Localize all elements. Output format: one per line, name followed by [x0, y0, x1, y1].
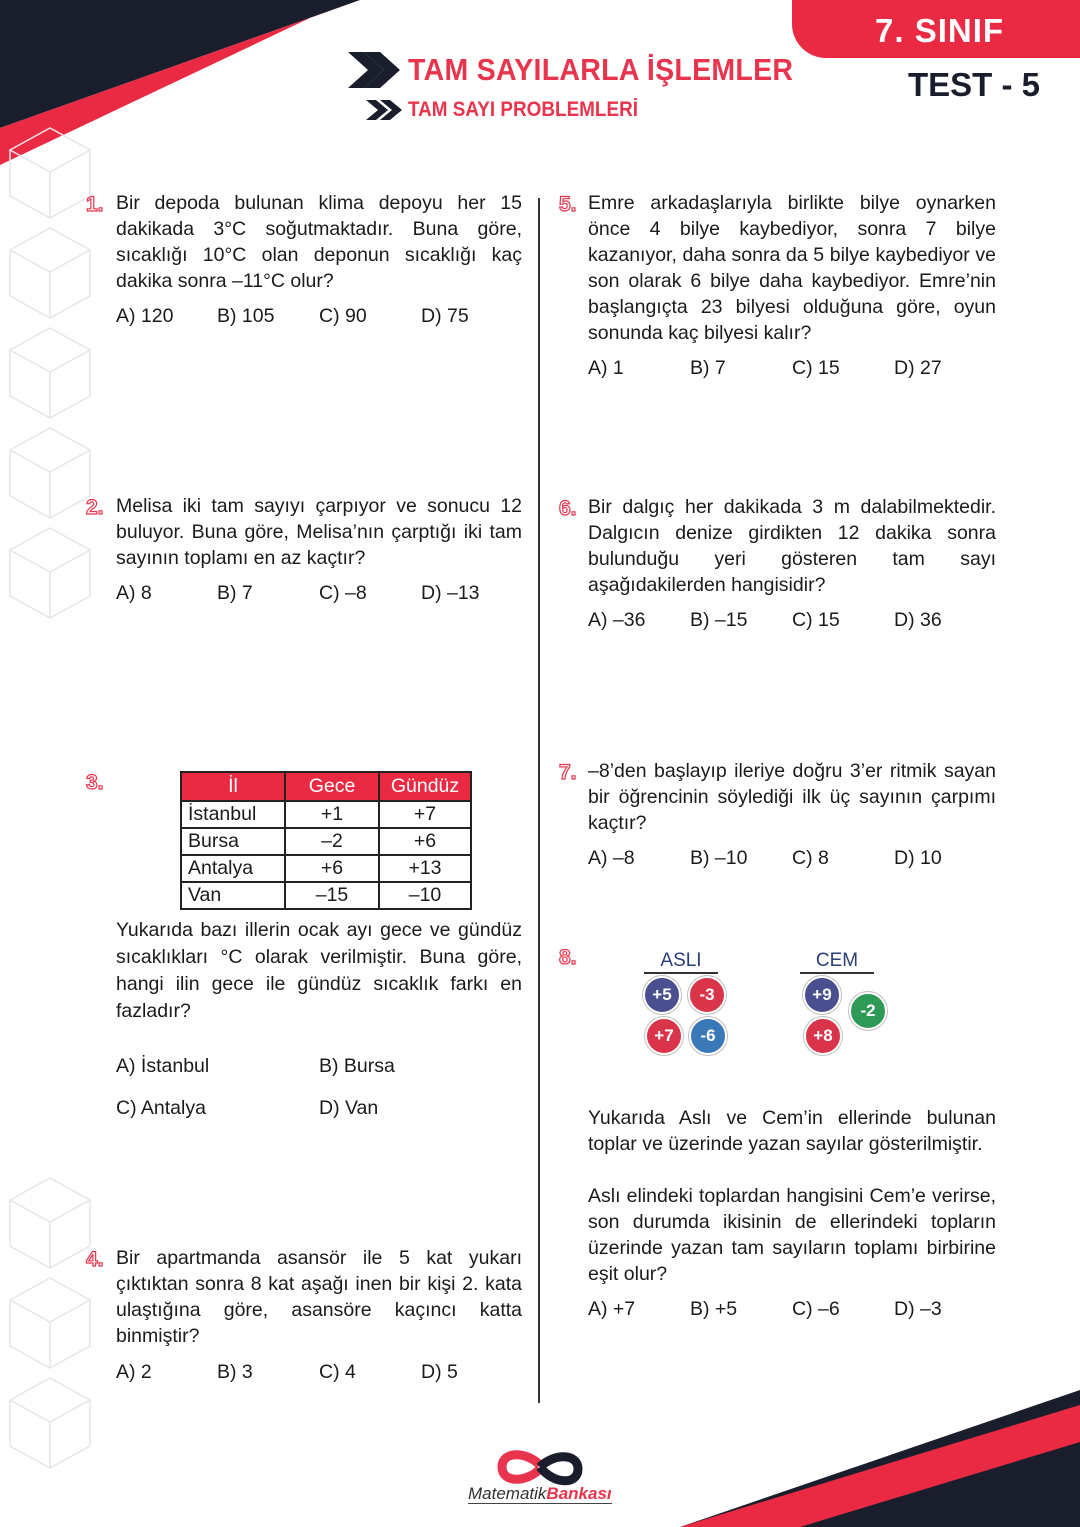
ball-minus6: -6 — [689, 1017, 727, 1055]
option-b[interactable]: B) 105 — [217, 305, 275, 327]
option-c[interactable]: C) 8 — [792, 847, 829, 869]
option-b[interactable]: B) –10 — [690, 847, 748, 869]
brand-logo-text — [468, 1484, 612, 1504]
question-text: –8’den başlayıp ileriye doğru 3’er ritmik sayan bir öğrencinin söylediği ilk üç sayının çarpımı kaçtır? — [588, 760, 996, 834]
question-text: Bir depoda bulunan klima depoyu her 15 dakikada 3°C soğutmaktadır. Buna göre, sıcaklığı 10°C olan deponun sıcaklığı kaç dakika sonra –11°C olur? — [116, 192, 522, 292]
option-b[interactable]: B) 7 — [217, 582, 253, 604]
ball-minus3: -3 — [688, 976, 726, 1014]
grade-label: 7. SINIF — [875, 12, 1005, 49]
question-text: Bir dalgıç her dakikada 3 m dalabilmektedir. Dalgıcın denize girdikten 12 dakika sonra bulunduğu yeri gösteren tam sayı aşağıdakilerden hangisidir? — [588, 496, 996, 596]
table-cell: +6 — [285, 855, 379, 882]
option-c[interactable]: C) 15 — [792, 357, 840, 379]
table-cell: +7 — [379, 801, 471, 828]
question-text: Bir apartmanda asansör ile 5 kat yukarı çıktıktan sonra 8 kat aşağı inen bir kişi 2. kata ulaştığına göre, asansöre kaçıncı katta binmiştir? — [116, 1247, 522, 1347]
option-d[interactable]: D) Van — [319, 1097, 379, 1119]
option-b[interactable]: B) +5 — [690, 1298, 738, 1320]
option-c[interactable]: C) –6 — [792, 1298, 840, 1320]
option-d[interactable]: D) 36 — [894, 609, 942, 631]
logo-underline — [468, 1503, 612, 1504]
option-a[interactable]: A) +7 — [588, 1298, 636, 1320]
temperature-table — [180, 771, 472, 910]
option-b[interactable]: B) Bursa — [319, 1055, 395, 1077]
option-a[interactable]: A) 1 — [588, 357, 624, 379]
table-cell: –15 — [285, 882, 379, 909]
table-cell: İstanbul — [181, 801, 285, 828]
option-d[interactable]: D) 27 — [894, 357, 942, 379]
question-text: Yukarıda Aslı ve Cem’in ellerinde bulunan toplar ve üzerinde yazan sayılar gösterilmiştir. — [588, 1107, 996, 1155]
player-name-asli: ASLI — [644, 950, 718, 974]
question-number: 1. — [86, 193, 104, 216]
option-a[interactable]: A) –36 — [588, 609, 646, 631]
table-header: Gündüz — [379, 772, 471, 801]
option-a[interactable]: A) 2 — [116, 1361, 152, 1383]
question-text-2: Aslı elindeki toplardan hangisini Cem’e verirse, son durumda ikisinin de ellerindeki topların üzerinde yazan tam sayıların toplamı birbirine eşit olur? — [588, 1185, 996, 1285]
page-subtitle: TAM SAYI PROBLEMLERİ — [408, 98, 638, 121]
question-number: 2. — [86, 496, 104, 519]
question-text: Melisa iki tam sayıyı çarpıyor ve sonucu 12 buluyor. Buna göre, Melisa’nın çarptığı iki tam sayının toplamı en az kaçtır? — [116, 495, 522, 569]
option-c[interactable]: C) 15 — [792, 609, 840, 631]
brand-part-b: Bankası — [546, 1484, 612, 1503]
option-d[interactable]: D) 75 — [421, 305, 469, 327]
table-cell: +6 — [379, 828, 471, 855]
option-d[interactable]: D) –3 — [894, 1298, 942, 1320]
option-b[interactable]: B) 7 — [690, 357, 726, 379]
option-d[interactable]: D) 5 — [421, 1361, 458, 1383]
option-b[interactable]: B) –15 — [690, 609, 748, 631]
table-cell: –2 — [285, 828, 379, 855]
table-cell: +1 — [285, 801, 379, 828]
table-cell: Antalya — [181, 855, 285, 882]
question-text: Yukarıda bazı illerin ocak ayı gece ve gündüz sıcaklıkları °C olarak verilmiştir. Buna göre, hangi ilin gece ile gündüz sıcaklık farkı en fazladır? — [116, 919, 522, 1022]
page-title: TAM SAYILARLA İŞLEMLER — [408, 52, 794, 87]
ball-minus2: -2 — [849, 992, 887, 1030]
column-divider — [538, 198, 540, 1403]
option-d[interactable]: D) 10 — [894, 847, 942, 869]
question-number: 3. — [86, 771, 104, 794]
table-header: Gece — [285, 772, 379, 801]
table-cell: –10 — [379, 882, 471, 909]
option-d[interactable]: D) –13 — [421, 582, 480, 604]
question-number: 4. — [86, 1248, 104, 1271]
option-a[interactable]: A) 8 — [116, 582, 152, 604]
player-name-cem: CEM — [800, 950, 874, 974]
question-number: 7. — [559, 761, 577, 784]
table-header: İl — [181, 772, 285, 801]
option-a[interactable]: A) 120 — [116, 305, 174, 327]
option-c[interactable]: C) Antalya — [116, 1097, 206, 1119]
table-cell: +13 — [379, 855, 471, 882]
question-number: 6. — [559, 497, 577, 520]
table-cell: Bursa — [181, 828, 285, 855]
option-c[interactable]: C) –8 — [319, 582, 367, 604]
question-number: 5. — [559, 193, 577, 216]
ball-plus8: +8 — [804, 1017, 842, 1055]
option-c[interactable]: C) 4 — [319, 1361, 356, 1383]
option-a[interactable]: A) –8 — [588, 847, 635, 869]
question-text: Emre arkadaşlarıyla birlikte bilye oynarken önce 4 bilye kaybediyor, sonra 7 bilye kazanıyor, daha sonra da 5 bilye kaybediyor ve son olarak 6 bilye daha kaybediyor. Emre’nin başlangıçta 23 bilyesi olduğuna göre, oyun sonunda kaç bilyesi kalır? — [588, 192, 996, 344]
chevron-icon — [348, 52, 400, 88]
brand-part-a: Matematik — [468, 1484, 547, 1503]
option-c[interactable]: C) 90 — [319, 305, 367, 327]
ball-plus7: +7 — [645, 1017, 683, 1055]
test-label: TEST - 5 — [908, 66, 1041, 103]
question-number: 8. — [559, 946, 577, 969]
ball-plus5: +5 — [643, 976, 681, 1014]
logo-icon — [502, 1455, 578, 1481]
option-b[interactable]: B) 3 — [217, 1361, 253, 1383]
option-a[interactable]: A) İstanbul — [116, 1055, 210, 1077]
ball-plus9: +9 — [803, 976, 841, 1014]
table-cell: Van — [181, 882, 285, 909]
